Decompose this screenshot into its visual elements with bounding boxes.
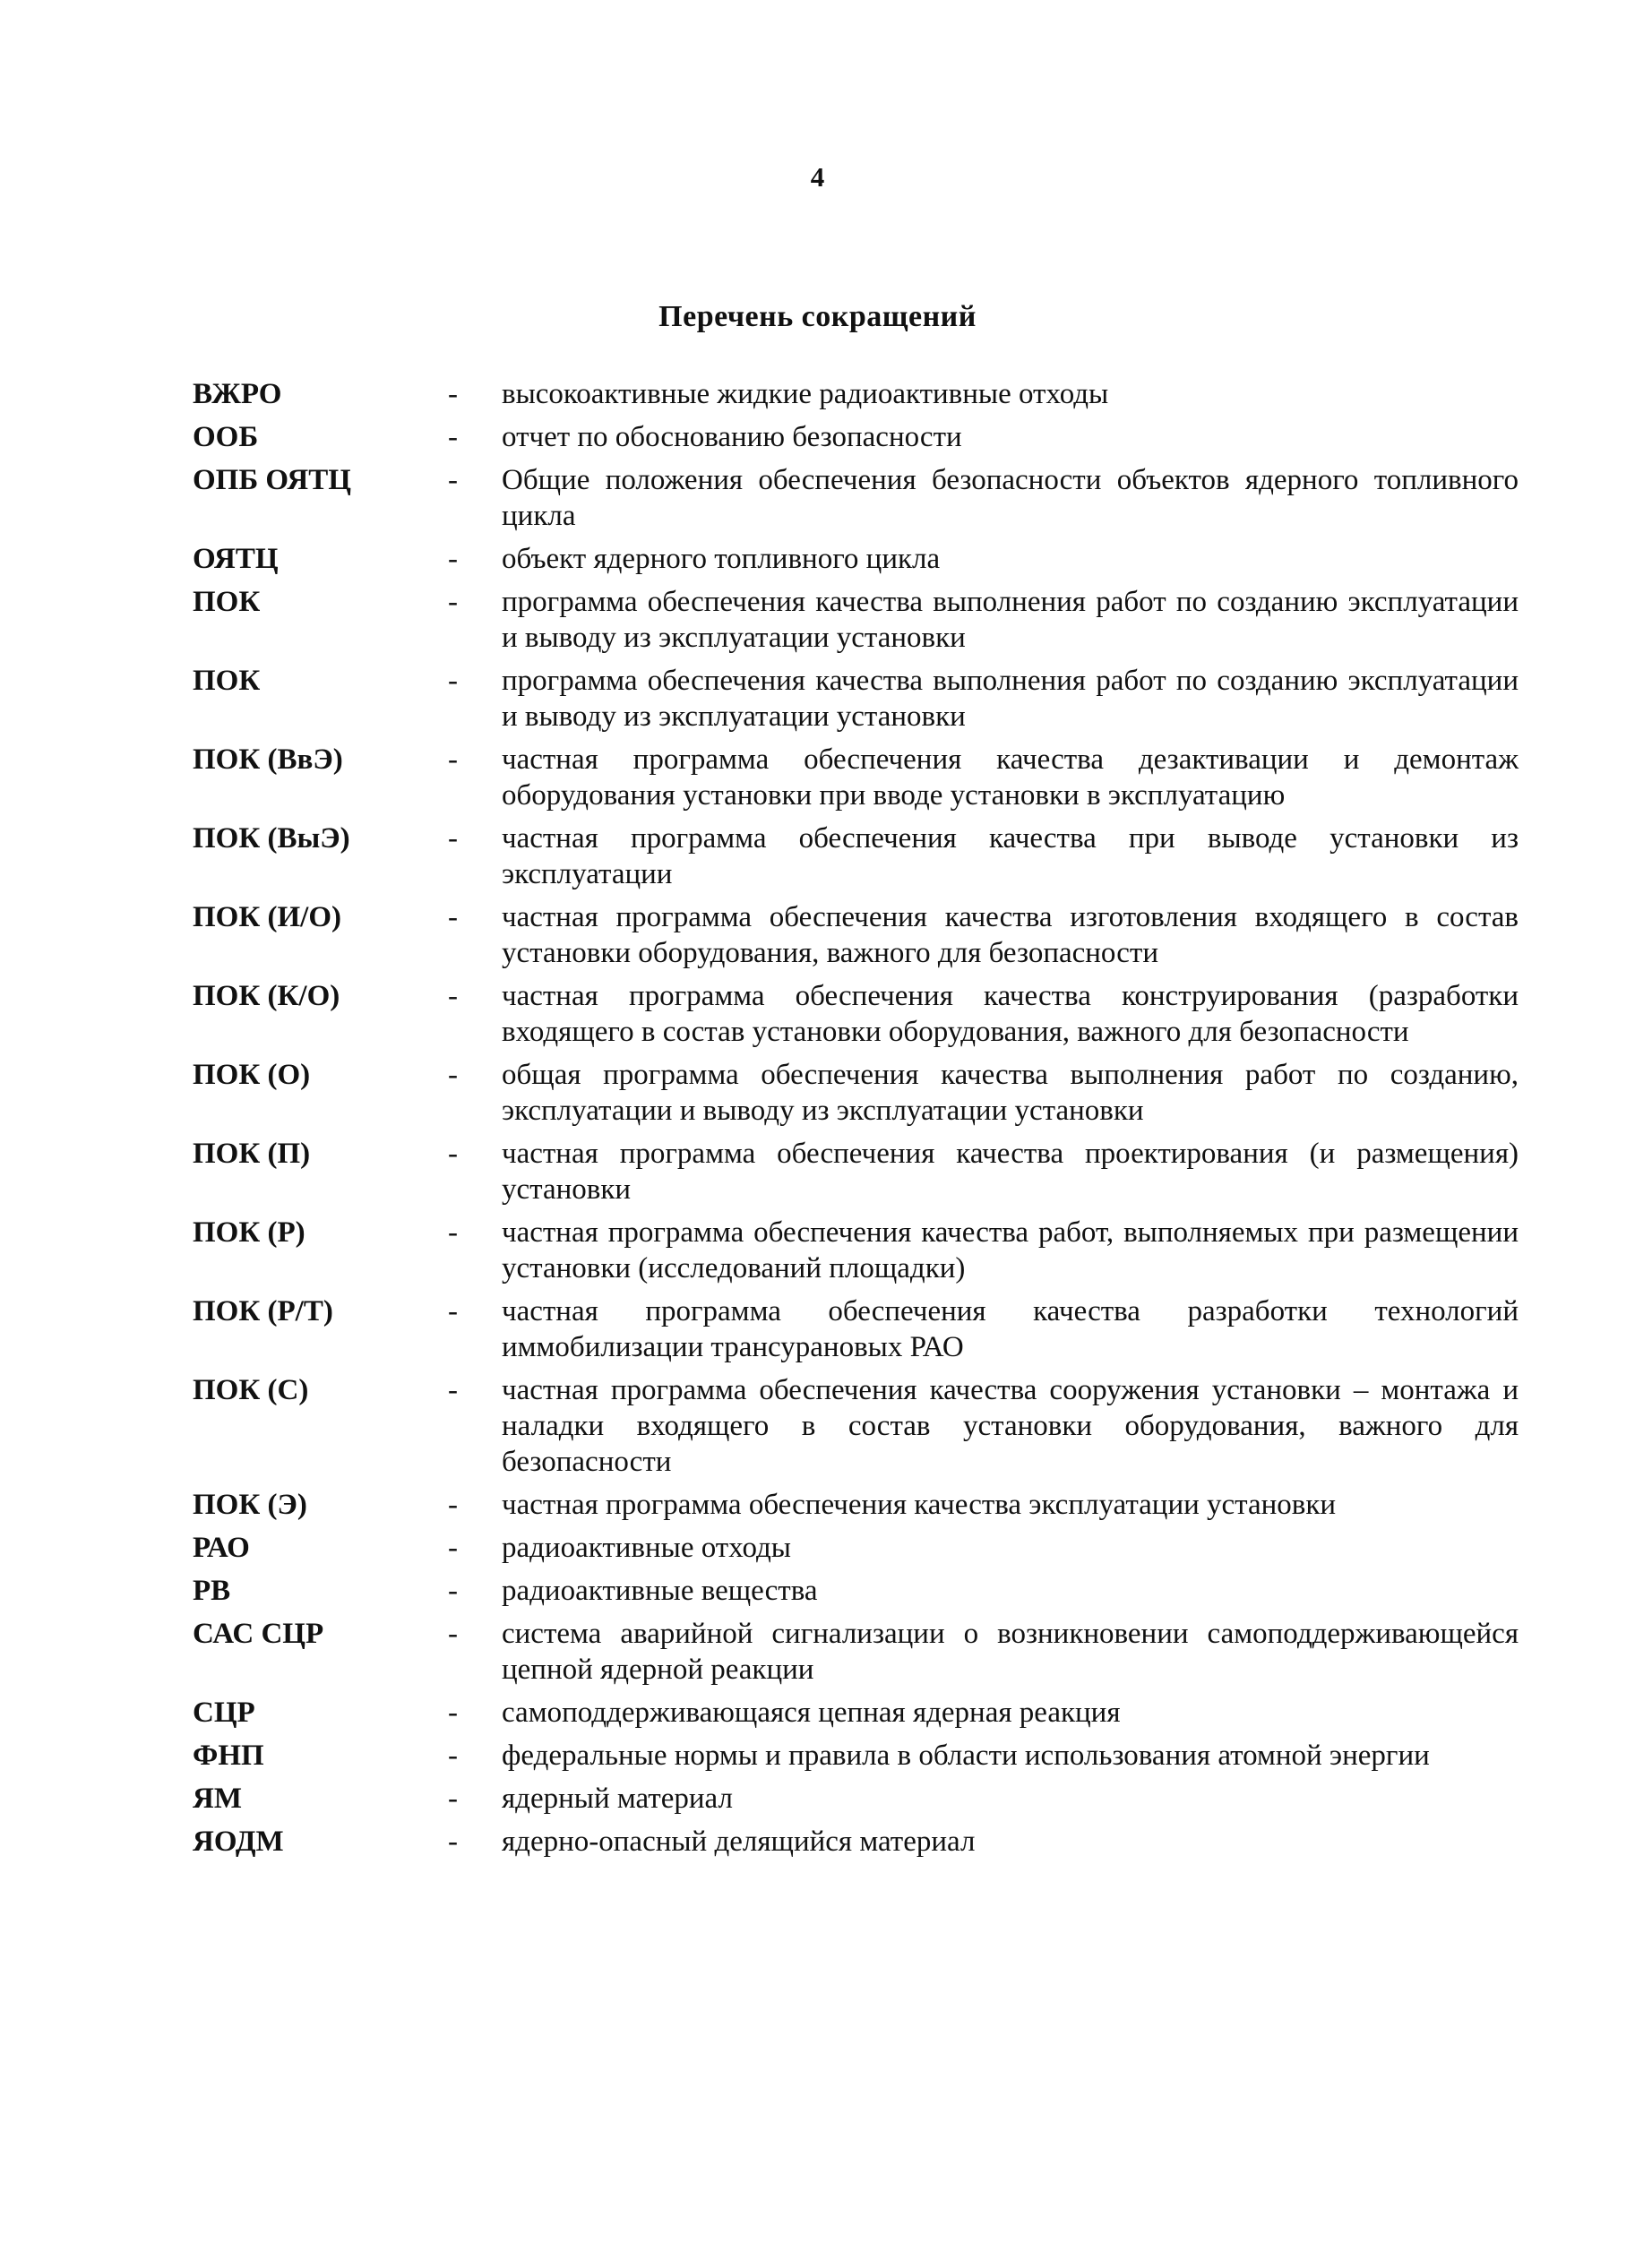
separator-dash: - xyxy=(448,1374,458,1406)
abbreviation-definition: система аварийной сигнализации о возникновении самоподдерживающейся цепной ядерной реакции xyxy=(502,1618,1519,1686)
page-number: 4 xyxy=(810,161,825,193)
separator-dash: - xyxy=(448,1740,458,1772)
abbreviation-entry xyxy=(193,1057,1519,1129)
abbreviation-definition: высокоактивные жидкие радиоактивные отходы xyxy=(502,378,1109,410)
separator-dash: - xyxy=(448,980,458,1012)
separator-dash: - xyxy=(448,743,458,776)
abbreviation-entry xyxy=(193,1824,1519,1860)
abbreviation-term: САС СЦР xyxy=(193,1618,324,1650)
separator-dash: - xyxy=(448,1138,458,1170)
abbreviation-definition: самоподдерживающаяся цепная ядерная реакция xyxy=(502,1697,1121,1729)
separator-dash: - xyxy=(448,1059,458,1091)
abbreviation-entry xyxy=(193,462,1519,534)
abbreviation-definition: частная программа обеспечения качества изготовления входящего в состав установки оборудования, важного для безопасности xyxy=(502,901,1519,969)
abbreviation-entry xyxy=(193,1738,1519,1774)
abbreviation-entry xyxy=(193,1616,1519,1688)
abbreviation-definition: частная программа обеспечения качества проектирования (и размещения) установки xyxy=(502,1138,1519,1206)
abbreviation-entry xyxy=(193,1487,1519,1523)
abbreviation-definition: частная программа обеспечения качества сооружения установки – монтажа и наладки входящего в состав установки оборудования, важного для безопасности xyxy=(502,1374,1519,1478)
abbreviation-definition: радиоактивные вещества xyxy=(502,1575,818,1607)
abbreviation-term: ПОК (Р/Т) xyxy=(193,1295,333,1327)
abbreviation-entry xyxy=(193,1215,1519,1286)
abbreviation-term: ОПБ ОЯТЦ xyxy=(193,464,351,496)
abbreviation-entry xyxy=(193,1530,1519,1566)
abbreviation-term: ПОК (К/О) xyxy=(193,980,340,1012)
abbreviation-term: ВЖРО xyxy=(193,378,282,410)
separator-dash: - xyxy=(448,1295,458,1327)
abbreviation-term: ПОК (С) xyxy=(193,1374,309,1406)
separator-dash: - xyxy=(448,822,458,855)
separator-dash: - xyxy=(448,543,458,575)
abbreviation-entry xyxy=(193,1136,1519,1207)
separator-dash: - xyxy=(448,1216,458,1249)
abbreviation-definition: ядерный материал xyxy=(502,1783,733,1815)
separator-dash: - xyxy=(448,378,458,410)
abbreviation-definition: ядерно-опасный делящийся материал xyxy=(502,1826,976,1858)
abbreviation-entry xyxy=(193,978,1519,1050)
abbreviation-term: ООБ xyxy=(193,421,259,453)
separator-dash: - xyxy=(448,1618,458,1650)
separator-dash: - xyxy=(448,901,458,933)
abbreviation-definition: частная программа обеспечения качества при выводе установки из эксплуатации xyxy=(502,822,1519,890)
separator-dash: - xyxy=(448,1532,458,1564)
separator-dash: - xyxy=(448,1489,458,1521)
abbreviation-entry xyxy=(193,1781,1519,1817)
abbreviation-term: ЯОДМ xyxy=(193,1826,284,1858)
abbreviation-entry xyxy=(193,541,1519,577)
abbreviation-entry xyxy=(193,376,1519,412)
page-title: Перечень сокращений xyxy=(658,300,977,333)
abbreviation-entry xyxy=(193,820,1519,892)
abbreviation-definition: радиоактивные отходы xyxy=(502,1532,791,1564)
abbreviation-term: ПОК (Э) xyxy=(193,1489,307,1521)
abbreviation-definition: программа обеспечения качества выполнения работ по созданию эксплуатации и выводу из эксплуатации установки xyxy=(502,586,1519,654)
abbreviation-entry xyxy=(193,584,1519,656)
abbreviation-definition: отчет по обоснованию безопасности xyxy=(502,421,962,453)
abbreviation-entry xyxy=(193,663,1519,735)
abbreviation-term: ПОК (И/О) xyxy=(193,901,341,933)
abbreviation-entry xyxy=(193,899,1519,971)
abbreviation-definition: частная программа обеспечения качества работ, выполняемых при размещении установки (исследований площадки) xyxy=(502,1216,1519,1284)
separator-dash: - xyxy=(448,1783,458,1815)
separator-dash: - xyxy=(448,1697,458,1729)
abbreviation-term: ПОК (ВвЭ) xyxy=(193,743,343,776)
abbreviation-entry xyxy=(193,1573,1519,1609)
abbreviation-list xyxy=(193,376,1519,1867)
abbreviation-term: ПОК (Р) xyxy=(193,1216,305,1249)
abbreviation-definition: программа обеспечения качества выполнения работ по созданию эксплуатации и выводу из эксплуатации установки xyxy=(502,665,1519,733)
abbreviation-entry xyxy=(193,1293,1519,1365)
abbreviation-term: ПОК (О) xyxy=(193,1059,311,1091)
abbreviation-term: ОЯТЦ xyxy=(193,543,279,575)
separator-dash: - xyxy=(448,665,458,697)
abbreviation-term: ФНП xyxy=(193,1740,264,1772)
separator-dash: - xyxy=(448,586,458,618)
separator-dash: - xyxy=(448,464,458,496)
abbreviation-term: ПОК xyxy=(193,586,261,618)
separator-dash: - xyxy=(448,1575,458,1607)
abbreviation-term: ПОК xyxy=(193,665,261,697)
separator-dash: - xyxy=(448,421,458,453)
abbreviation-definition: объект ядерного топливного цикла xyxy=(502,543,941,575)
abbreviation-entry xyxy=(193,419,1519,455)
abbreviation-term: РВ xyxy=(193,1575,231,1607)
separator-dash: - xyxy=(448,1826,458,1858)
abbreviation-definition: частная программа обеспечения качества эксплуатации установки xyxy=(502,1489,1337,1521)
abbreviation-definition: федеральные нормы и правила в области использования атомной энергии xyxy=(502,1740,1430,1772)
abbreviation-entry xyxy=(193,1695,1519,1731)
abbreviation-entry xyxy=(193,1372,1519,1480)
abbreviation-term: ПОК (П) xyxy=(193,1138,311,1170)
abbreviation-definition: частная программа обеспечения качества разработки технологий иммобилизации трансурановых РАО xyxy=(502,1295,1519,1363)
abbreviation-term: ПОК (ВыЭ) xyxy=(193,822,350,855)
abbreviation-definition: общая программа обеспечения качества выполнения работ по созданию, эксплуатации и выводу из эксплуатации установки xyxy=(502,1059,1519,1127)
abbreviation-definition: Общие положения обеспечения безопасности объектов ядерного топливного цикла xyxy=(502,464,1519,532)
abbreviation-term: СЦР xyxy=(193,1697,255,1729)
abbreviation-definition: частная программа обеспечения качества дезактивации и демонтаж оборудования установки при вводе установки в эксплуатацию xyxy=(502,743,1519,812)
abbreviation-definition: частная программа обеспечения качества конструирования (разработки входящего в состав установки оборудования, важного для безопасности xyxy=(502,980,1519,1048)
abbreviation-term: РАО xyxy=(193,1532,250,1564)
abbreviation-entry xyxy=(193,742,1519,813)
abbreviation-term: ЯМ xyxy=(193,1783,242,1815)
